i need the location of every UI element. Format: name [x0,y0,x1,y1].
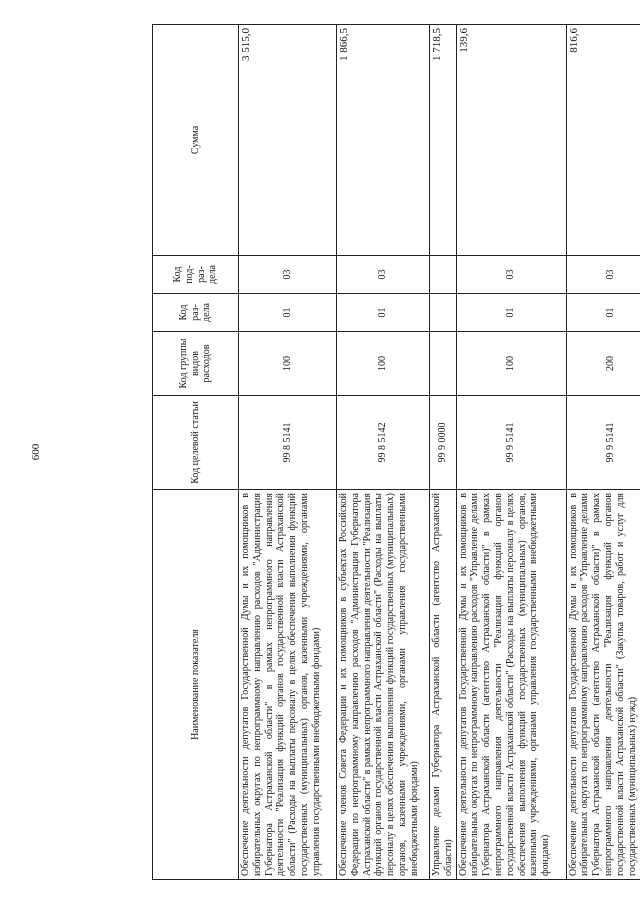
header-name: Наименование показателя [153,490,239,880]
header-sum: Сумма [153,25,239,256]
row-sum: 1 866,5 [337,25,430,256]
row-expense-group: 100 [337,332,430,396]
row-sum: 1 718,5 [430,25,457,256]
row-target-code: 99 8 5141 [239,396,337,490]
row-name: Управление делами Губернатора Астраханской области (агентство Астраханской области) [430,490,457,880]
row-subsection [430,256,457,294]
table-row [430,25,457,880]
header-row [153,25,239,880]
row-subsection: 03 [337,256,430,294]
row-name: Обеспечение членов Совета Федерации и их помощников в субъектах Российской Федерации по непрограммному направлению расходов "Администрация Губернатора Астраханской области" в рамках непрограммного направления деятельности "Реализация функций органов государственной власти Астраханской области" (Расходы на выплаты персоналу в целях обеспечения выполнения функций государственных (муниципальных) органов, казенными учреждениями, органами управления государственными внебюджетными фондами) [337,490,430,880]
header-subsection: Код под-раз-дела [153,256,239,294]
row-sum: 816,6 [566,25,640,256]
row-target-code: 99 9 5141 [456,396,566,490]
row-section: 01 [239,294,337,332]
row-subsection: 03 [239,256,337,294]
row-subsection: 03 [456,256,566,294]
row-sum: 3 515,0 [239,25,337,256]
row-target-code: 99 9 5141 [566,396,640,490]
row-expense-group: 100 [239,332,337,396]
row-expense-group [430,332,457,396]
row-section: 01 [337,294,430,332]
header-expense-group: Код группы видов расходов [153,332,239,396]
row-expense-group: 100 [456,332,566,396]
row-section: 01 [456,294,566,332]
row-target-code: 99 9 0000 [430,396,457,490]
row-section [430,294,457,332]
row-name: Обеспечение деятельности депутатов Государственной Думы и их помощников в избирательных округах по непрограммному направлению расходов "Управление делами Губернатора Астраханской области (агентство Астраханской области)" в рамках непрограммного направления деятельности "Реализация функций органов государственной власти Астраханской области" (Расходы на выплаты персоналу в целях обеспечения выполнения функций государственных (муниципальных) органов, казенными учреждениями, органами управления государственными внебюджетными фондами) [456,490,566,880]
rotated-table-container [152,25,640,880]
table-row [239,25,337,880]
table-row [566,25,640,880]
header-target-code: Код целевой статьи [153,396,239,490]
table-row [456,25,566,880]
header-section: Код раз-дела [153,294,239,332]
budget-table [152,24,640,880]
row-name: Обеспечение деятельности депутатов Государственной Думы и их помощников в избирательных округах по непрограммному направлению расходов "Администрация Губернатора Астраханской области" в рамках непрограммного направления деятельности "Реализация функций органов государственной власти Астраханской области" (Расходы на выплаты персоналу в целях обеспечения выполнения функций государственных (муниципальных) органов, казенными учреждениями, органами управления государственными внебюджетными фондами) [239,490,337,880]
table-row [337,25,430,880]
row-expense-group: 200 [566,332,640,396]
row-sum: 139,6 [456,25,566,256]
row-subsection: 03 [566,256,640,294]
page-number: 600 [30,443,42,461]
row-name: Обеспечение деятельности депутатов Государственной Думы и их помощников в избирательных округах по непрограммному направлению расходов "Управление делами Губернатора Астраханской области (агентство Астраханской области)" в рамках непрограммного направления деятельности "Реализация функций органов государственной власти Астраханской области" (Закупка товаров, работ и услуг для государственных (муниципальных) нужд) [566,490,640,880]
row-target-code: 99 8 5142 [337,396,430,490]
row-section: 01 [566,294,640,332]
